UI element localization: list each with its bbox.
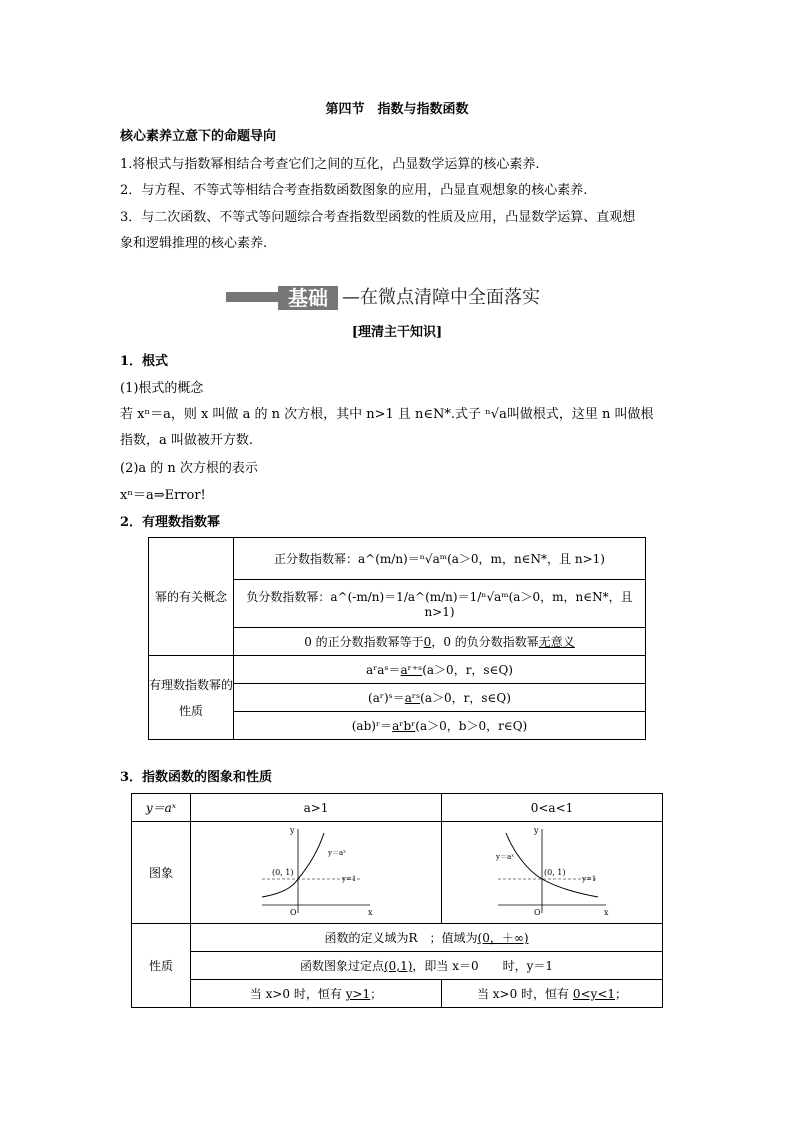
s2-heading: 2．有理数指数幂 bbox=[120, 515, 221, 530]
prop2-answer: (0,1) bbox=[383, 959, 413, 973]
pow-a: (aʳ)ˢ＝ bbox=[368, 691, 405, 705]
row-product-rule bbox=[234, 656, 646, 684]
prop2-a: 函数图象过定点 bbox=[299, 959, 384, 973]
banner-text: —在微点清障中全面落实 bbox=[342, 287, 540, 308]
x-label: x bbox=[604, 908, 609, 917]
graph-decreasing bbox=[492, 823, 612, 919]
s1-heading: 1．根式 bbox=[120, 354, 169, 369]
x-label: x bbox=[368, 908, 373, 917]
prop-a-lt-1 bbox=[442, 980, 663, 1008]
point-label: (0, 1) bbox=[544, 868, 566, 877]
section-banner bbox=[226, 286, 562, 312]
pp-answer: aʳbʳ bbox=[392, 719, 416, 733]
header-a-lt-1: 0<a<1 bbox=[442, 794, 663, 822]
y-label: y bbox=[290, 826, 295, 835]
graph-decreasing-cell bbox=[442, 822, 663, 924]
prop2-c: ，即当 x＝0 时，y＝1 bbox=[412, 959, 554, 973]
header-function: y＝aˣ bbox=[132, 794, 191, 822]
s1-p3: 指数，a 叫做被开方数. bbox=[120, 433, 254, 448]
prop-domain-range bbox=[191, 924, 663, 952]
pow-answer: aʳˢ bbox=[404, 691, 421, 705]
prod-answer: aʳ⁺ˢ bbox=[400, 663, 423, 677]
exp-curve bbox=[262, 833, 324, 897]
prop4-a: 当 x>0 时，恒有 bbox=[476, 987, 573, 1001]
s1-p5: xⁿ＝a⇒Error! bbox=[120, 488, 206, 503]
line-label: y=1 bbox=[582, 875, 597, 883]
s3-heading: 3．指数函数的图象和性质 bbox=[120, 770, 273, 785]
prod-c: (a＞0，r，s∈Q) bbox=[422, 663, 513, 677]
header-a-gt-1: a>1 bbox=[191, 794, 442, 822]
zero-answer-2: 无意义 bbox=[538, 635, 575, 649]
page-title: 第四节 指数与指数函数 bbox=[325, 102, 469, 117]
group-concepts: 幂的有关概念 bbox=[149, 538, 234, 656]
line-label: y=1 bbox=[342, 875, 357, 883]
row-graph-label: 图象 bbox=[132, 822, 191, 924]
banner-bar bbox=[226, 292, 278, 302]
prod-a: aʳaˢ＝ bbox=[365, 663, 401, 677]
prop3-c: ； bbox=[370, 987, 383, 1001]
function-table bbox=[131, 793, 663, 1008]
s1-p4: (2)a 的 n 次方根的表示 bbox=[120, 461, 258, 476]
row-negative-fraction: 负分数指数幂：a^(-m/n)＝1/a^(m/n)＝1/ⁿ√aᵐ(a＞0，m，n∈N*，且 n>1) bbox=[234, 580, 646, 628]
guide-heading: 核心素养立意下的命题导向 bbox=[120, 129, 277, 144]
graph-increasing-cell bbox=[191, 822, 442, 924]
row-zero-power bbox=[234, 628, 646, 656]
prop-a-gt-1 bbox=[191, 980, 442, 1008]
prop1-a: 函数的定义域为R ；值域为 bbox=[324, 931, 478, 945]
prop4-answer: 0<y<1 bbox=[572, 987, 616, 1001]
prop1-answer: (0，＋∞) bbox=[477, 931, 529, 945]
pp-a: (ab)ʳ＝ bbox=[351, 719, 393, 733]
graph-increasing bbox=[256, 823, 376, 919]
row-property-label: 性质 bbox=[132, 924, 191, 1008]
subheading: [理清主干知识] bbox=[351, 325, 443, 340]
banner-label: 基础 bbox=[278, 286, 338, 310]
s1-p1: (1)根式的概念 bbox=[120, 381, 204, 396]
s1-p2: 若 xⁿ＝a，则 x 叫做 a 的 n 次方根，其中 n>1 且 n∈N*.式子 ⁿ√a叫做根式，这里 n 叫做根 bbox=[120, 407, 654, 422]
prop3-answer: y>1 bbox=[345, 987, 371, 1001]
zero-text-c: ，0 的负分数指数幂 bbox=[431, 635, 539, 649]
row-positive-fraction: 正分数指数幂：a^(m/n)＝ⁿ√aᵐ(a＞0，m，n∈N*，且 n>1) bbox=[234, 538, 646, 580]
prop3-a: 当 x>0 时，恒有 bbox=[249, 987, 346, 1001]
row-product-power-rule bbox=[234, 712, 646, 740]
row-power-rule bbox=[234, 684, 646, 712]
origin-label: O bbox=[534, 908, 541, 917]
curve-label: y＝aˣ bbox=[328, 849, 347, 857]
point-label: (0, 1) bbox=[272, 868, 294, 877]
guide-item-1: 1.将根式与指数幂相结合考查它们之间的互化，凸显数学运算的核心素养. bbox=[120, 157, 540, 172]
curve-label: y＝aˣ bbox=[496, 853, 515, 861]
guide-item-3: 3．与二次函数、不等式等问题综合考查指数型函数的性质及应用，凸显数学运算、直观想 bbox=[120, 210, 636, 225]
group-properties: 有理数指数幂的性质 bbox=[149, 656, 234, 740]
guide-item-2: 2．与方程、不等式等相结合考查指数函数图象的应用，凸显直观想象的核心素养. bbox=[120, 183, 588, 198]
pow-c: (a＞0，r，s∈Q) bbox=[420, 691, 511, 705]
zero-text-a: 0 的正分数指数幂等于 bbox=[304, 635, 424, 649]
prop-fixed-point bbox=[191, 952, 663, 980]
y-label: y bbox=[534, 826, 539, 835]
guide-item-4: 象和逻辑推理的核心素养. bbox=[120, 236, 268, 251]
origin-label: O bbox=[290, 908, 297, 917]
zero-answer-1: 0 bbox=[423, 635, 432, 649]
pp-c: (a＞0，b＞0，r∈Q) bbox=[415, 719, 528, 733]
exp-curve bbox=[506, 833, 598, 897]
exponent-table bbox=[148, 537, 646, 740]
prop4-c: ； bbox=[615, 987, 628, 1001]
